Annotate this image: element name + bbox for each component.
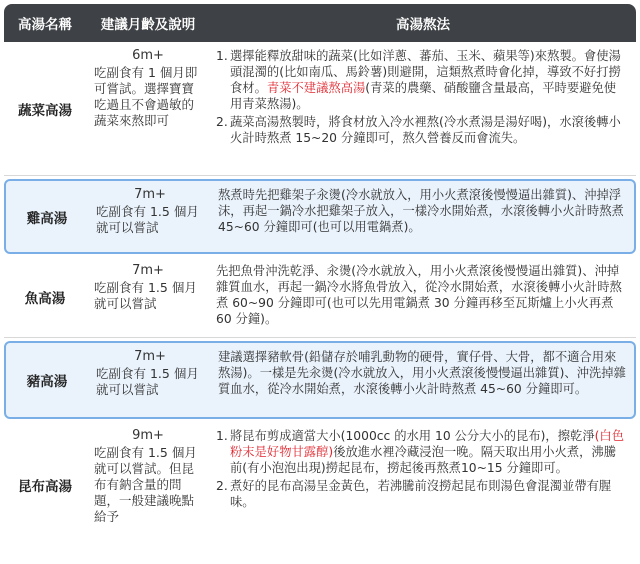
age-label: 9m+ [132, 428, 164, 443]
table-header [4, 4, 636, 42]
age-cell [86, 257, 210, 337]
table-row-kombu [4, 422, 636, 547]
age-label: 7m+ [132, 263, 164, 278]
broth-table [4, 4, 636, 547]
method-step [216, 478, 628, 510]
step-text [230, 48, 628, 112]
broth-name: 魚高湯 [24, 291, 66, 307]
table-row-vegetable [4, 42, 636, 176]
step-text-highlight: (白色粉末是好物甘露醇) [230, 429, 625, 459]
step-text-highlight: 青菜不建議熬高湯 [266, 81, 366, 95]
step-number: 1. [216, 49, 228, 63]
header-age-desc: 建議月齡及說明 [100, 17, 196, 33]
age-label: 7m+ [134, 187, 166, 202]
table-row-pork [4, 341, 636, 419]
step-number: 2. [216, 115, 228, 129]
step-text-part: 後放進水裡冷藏浸泡一晚。隔天取出用小火煮，沸騰前(有小泡泡出現)撈起昆布，撈起後再熬煮10~15 分鐘即可。 [230, 445, 617, 475]
header-method: 高湯熬法 [396, 17, 450, 33]
method-cell: 熬煮時先把雞架子汆燙(冷水就放入，用小火煮滾後慢慢逼出雜質)、沖掉浮沫，再起一鍋冷水把雞架子放入，一樣冷水開始煮，水滾後轉小火計時熬煮 45~60 分鐘即可(也可以用電鍋煮)。 [218, 188, 624, 234]
age-label: 7m+ [134, 349, 166, 364]
method-cell: 先把魚骨沖洗乾淨、汆燙(冷水就放入，用小火煮滾後慢慢逼出雜質)、沖掉雜質血水，再起一鍋冷水將魚骨放入，從冷水開始煮，水滾後轉小火計時熬煮 60~90 分鐘即可(也可以先用電鍋煮 30 分鐘再移至瓦斯爐上小火再煮 60 分鐘)。 [216, 264, 622, 326]
age-description: 吃副食有 1.5 個月就可以嘗試 [96, 204, 199, 235]
table-row-chicken [4, 179, 636, 254]
age-description: 吃副食有 1.5 個月就可以嘗試 [94, 280, 197, 311]
header-broth-name: 高湯名稱 [18, 17, 72, 33]
table-row-fish [4, 257, 636, 338]
broth-name: 蔬菜高湯 [18, 102, 72, 119]
age-description: 吃副食有 1 個月即可嘗試。選擇寶寶吃過且不會過敏的蔬菜來熬即可 [94, 65, 198, 128]
method-cell: 建議選擇豬軟骨(鉛儲存於哺乳動物的硬骨，實仔骨、大骨，都不適合用來熬湯)。一樣是先汆燙(冷水就放入，用小火煮滾後慢慢逼出雜質)、沖洗掉雜質血水，從冷水開始煮，水滾後轉小火計時熬煮 45~60 分鐘即可。 [218, 350, 626, 396]
age-description: 吃副食有 1.5 個月就可以嘗試 [96, 366, 199, 397]
step-text: 蔬菜高湯熬製時，將食材放入冷水裡熬(冷水煮湯是湯好喝)，水滾後轉小火計時熬煮 15~20 分鐘即可，熬久營養反而會流失。 [230, 115, 621, 145]
step-text [230, 428, 628, 476]
broth-name: 雞高湯 [26, 210, 68, 227]
broth-name: 昆布高湯 [18, 478, 72, 495]
method-step [216, 114, 628, 146]
step-text-part: 選擇能釋放甜味的蔬菜(比如洋蔥、蕃茄、玉米、蘋果等)來熬製。會使湯頭混濁的(比如南瓜、馬鈴薯)則避開，這類熬煮時會化掉，導致不好打撈食材。 [230, 49, 621, 95]
step-text-part: (青菜的農藥、硝酸鹽含量最高，平時要避免使用青菜熬湯)。 [230, 81, 617, 111]
broth-name: 豬高湯 [26, 374, 68, 390]
step-text: 煮好的昆布高湯呈金黃色，若沸騰前沒撈起昆布則湯色會混濁並帶有腥味。 [230, 479, 612, 509]
age-cell [86, 422, 210, 547]
step-number: 1. [216, 429, 228, 443]
age-cell [86, 42, 210, 175]
step-number: 2. [216, 479, 228, 493]
method-cell [210, 42, 636, 175]
method-step [216, 428, 628, 476]
method-step [216, 48, 628, 112]
age-description: 吃副食有 1.5 個月就可以嘗試。但昆布有鈉含量的問題，一般建議晚點給予 [94, 445, 197, 524]
step-text-part: 將昆布剪成適當大小(1000cc 的水用 10 公分大小的昆布)，擦乾淨 [230, 429, 595, 443]
age-label: 6m+ [132, 48, 164, 63]
age-cell [88, 181, 212, 252]
method-cell [210, 422, 636, 547]
age-cell [88, 343, 212, 417]
